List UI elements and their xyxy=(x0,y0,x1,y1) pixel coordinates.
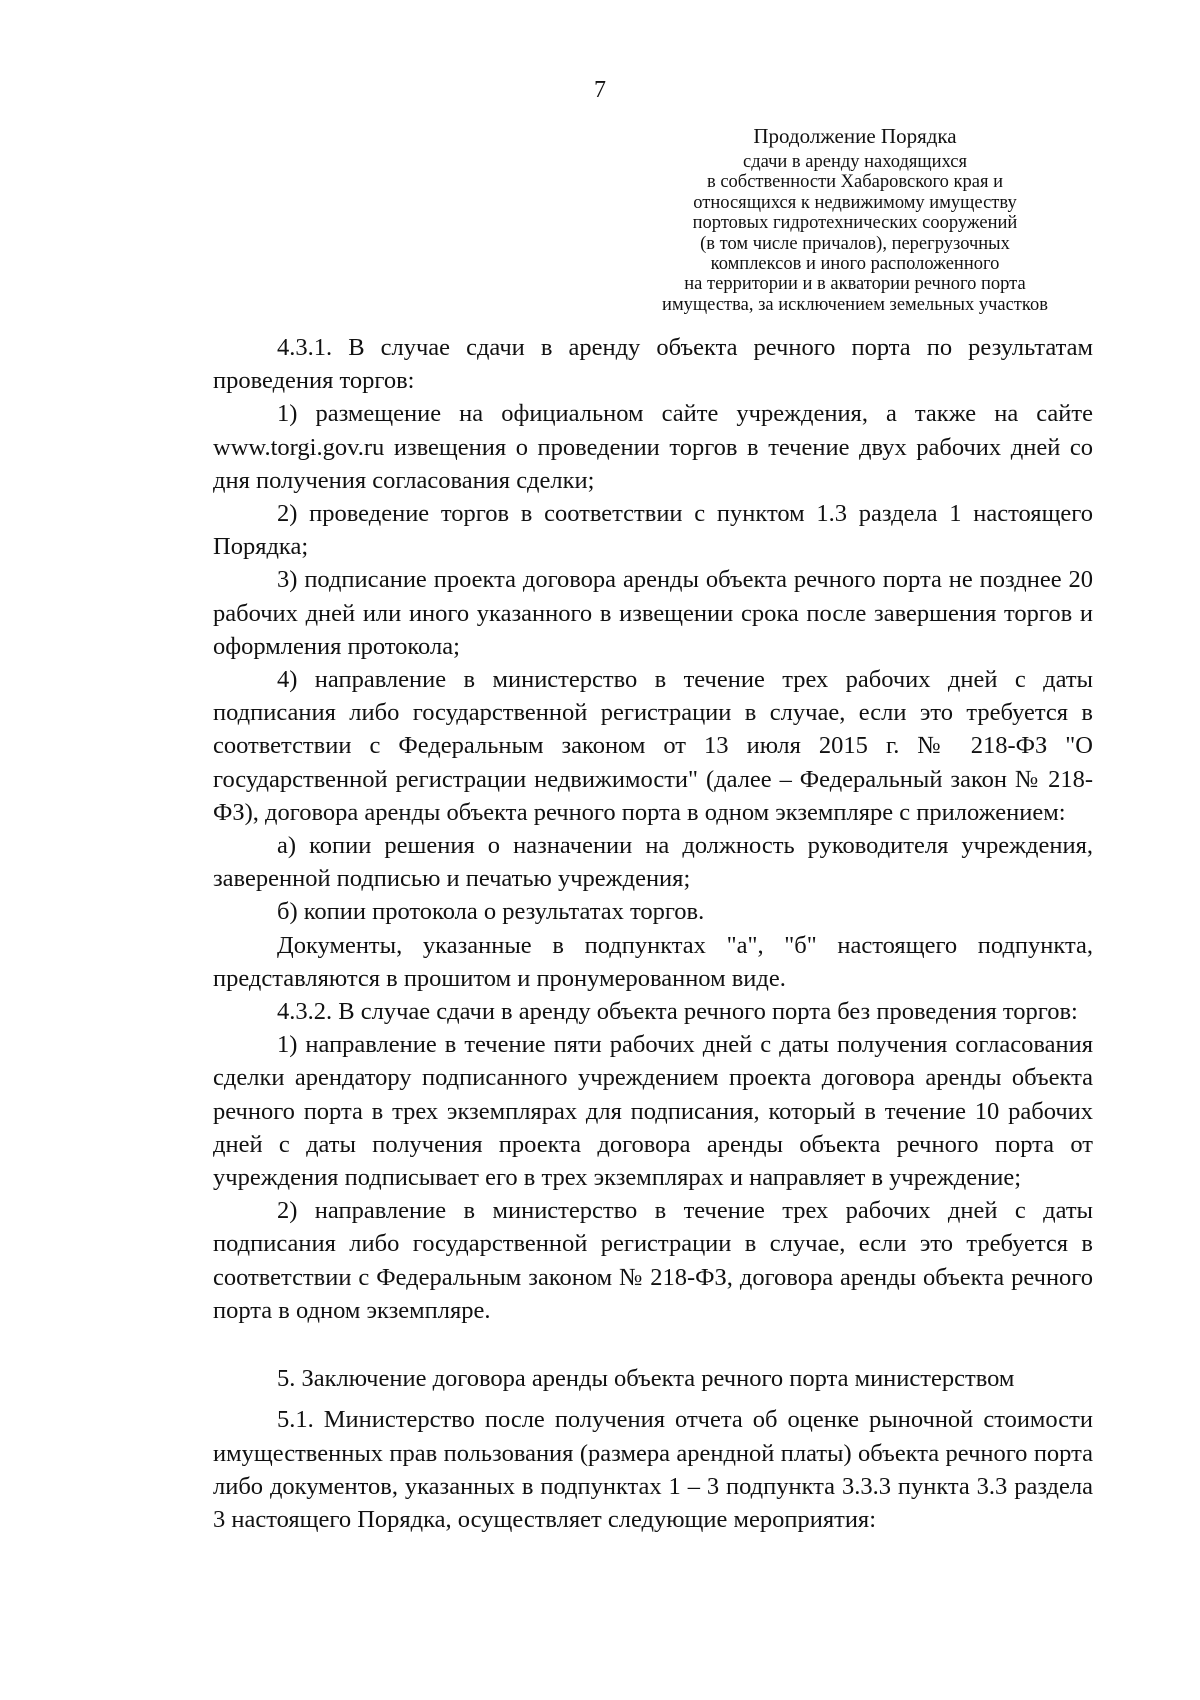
section-title: 5. Заключение договора аренды объекта речного порта министерством xyxy=(277,1365,1015,1393)
paragraph-4-3-1: 4.3.1. В случае сдачи в аренду объекта речного порта по результатам проведения торгов: xyxy=(213,334,1093,395)
paragraph-4-3-2-item-1: 1) направление в течение пяти рабочих дней с даты получения согласования сделки арендатору подписанного учреждением проекта договора аренды объекта речного порта в трех экземплярах для подписания, который в течение 10 рабочих дней с даты получения проекта договора аренды объекта речного порта от учреждения подписывает его в трех экземплярах и направляет в учреждение; xyxy=(213,1031,1093,1192)
header-line: в собственности Хабаровского края и xyxy=(706,172,1004,193)
paragraph-4-3-2-item-2: 2) направление в министерство в течение трех рабочих дней с даты подписания либо государственной регистрации в случае, если это требуется в соответствии с Федеральным законом № 218-ФЗ, договора аренды объекта речного порта в одном экземпляре. xyxy=(213,1197,1093,1324)
paragraph-4-3-2: 4.3.2. В случае сдачи в аренду объекта речного порта без проведения торгов: xyxy=(277,998,1078,1026)
paragraph-documents-note: Документы, указанные в подпунктах "а", "б" настоящего подпункта, представляются в прошитом и пронумерованном виде. xyxy=(213,931,1093,992)
header-line: комплексов и иного расположенного xyxy=(710,254,1000,275)
document-body xyxy=(213,331,1093,1536)
header-line: на территории и в акватории речного порта xyxy=(684,274,1026,295)
paragraph-5-1: 5.1. Министерство после получения отчета об оценке рыночной стоимости имущественных прав пользования (размера арендной платы) объекта речного порта либо документов, указанных в подпунктах 1 – 3 подпункта 3.3.3 пункта 3.3 раздела 3 настоящего Порядка, осуществляет следующие мероприятия: xyxy=(213,1406,1093,1533)
paragraph-item-a: а) копии решения о назначении на должность руководителя учреждения, заверенной подписью и печатью учреждения; xyxy=(213,832,1093,893)
paragraph-item-3: 3) подписание проекта договора аренды объекта речного порта не позднее 20 рабочих дней или иного указанного в извещении срока после завершения торгов и оформления протокола; xyxy=(213,566,1093,660)
header-line: сдачи в аренду находящихся xyxy=(742,152,968,172)
paragraph-item-b: б) копии протокола о результатах торгов. xyxy=(277,898,705,926)
document-header xyxy=(615,122,1095,315)
paragraph-item-4: 4) направление в министерство в течение трех рабочих дней с даты подписания либо государственной регистрации в случае, если это требуется в соответствии с Федеральным законом от 13 июля 2015 г. № 218-ФЗ "О государственной регистрации недвижимости" (далее – Федеральный закон № 218-ФЗ), договора аренды объекта речного порта в одном экземпляре с приложением: xyxy=(213,666,1093,826)
paragraph-item-1: 1) размещение на официальном сайте учреждения, а также на сайте www.torgi.gov.ru извещения о проведении торгов в течение двух рабочих дней со дня получения согласования сделки; xyxy=(213,400,1093,494)
header-line: портовых гидротехнических сооружений xyxy=(692,213,1018,234)
header-line: (в том числе причалов), перегрузочных xyxy=(700,233,1010,254)
paragraph-item-2: 2) проведение торгов в соответствии с пунктом 1.3 раздела 1 настоящего Порядка; xyxy=(213,500,1093,561)
header-line: имущества, за исключением земельных участков xyxy=(662,294,1048,315)
header-line: относящихся к недвижимому имуществу xyxy=(693,192,1017,213)
header-title: Продолжение Порядка xyxy=(753,124,957,148)
page-number: 7 xyxy=(594,77,606,103)
